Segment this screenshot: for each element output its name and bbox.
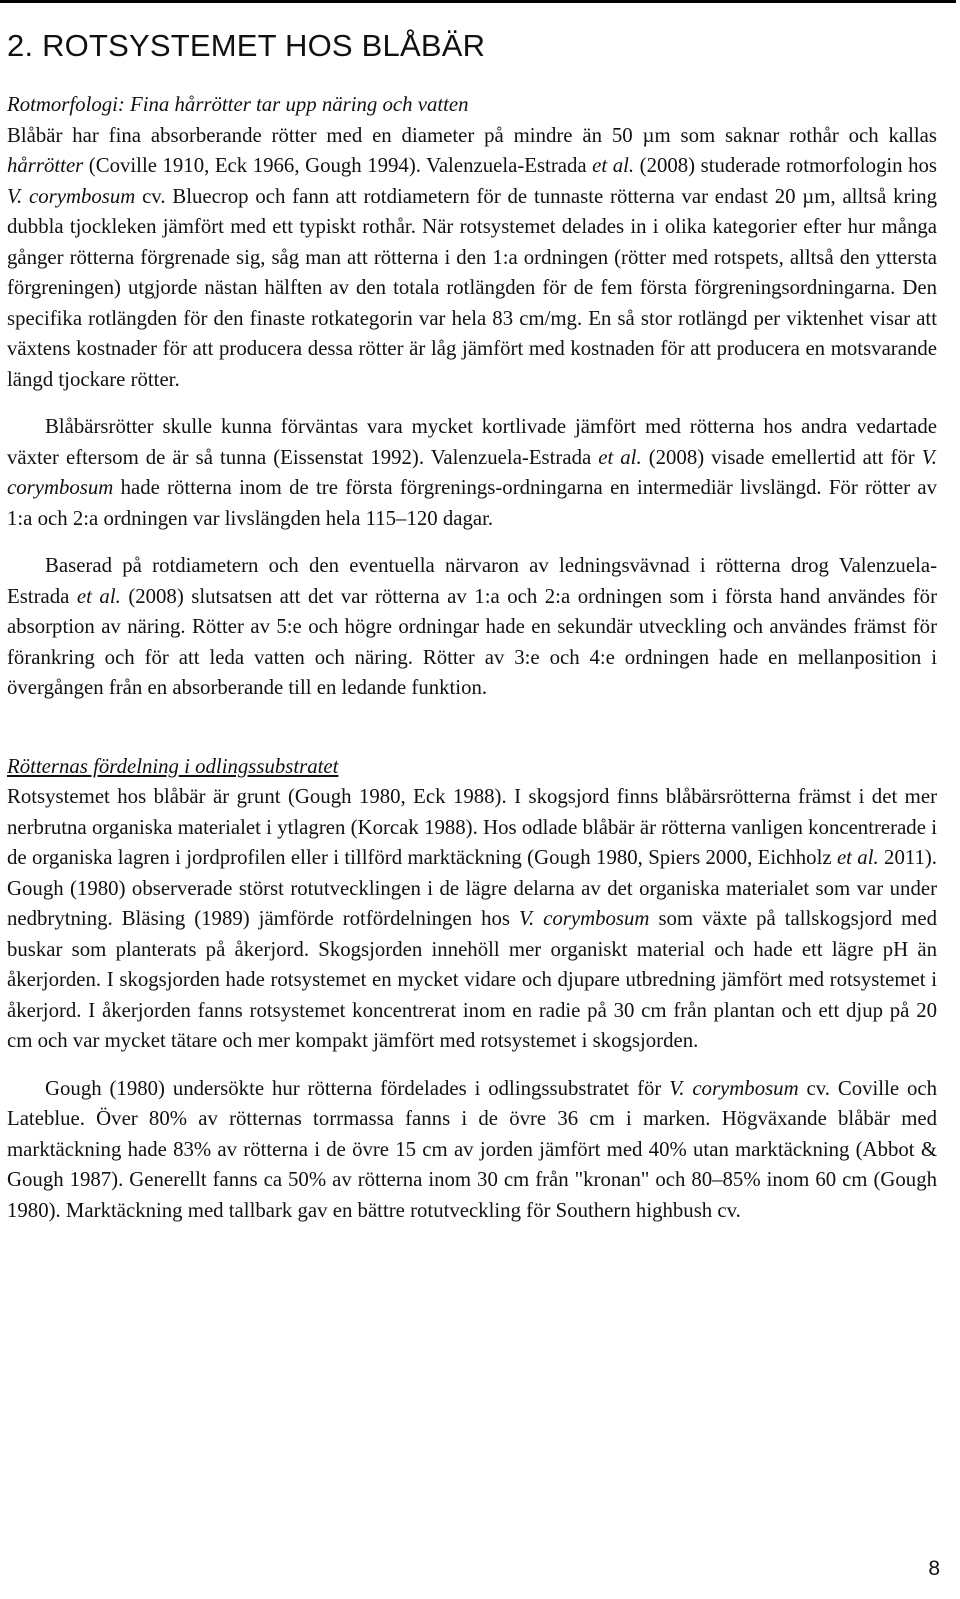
text-run: (2008) slutsatsen att det var rötterna av 1:a och 2:a ordningen som i första hand användes för absorption av näring. Rötter av 5:e och högre ordningar hade en sekundär utveckling och användes främst för förankring och för att leda vatten och näring. Rötter av 3:e och 4:e ordningen hade en mellanposition i övergången från en absorberande till en ledande funktion. xyxy=(7,584,938,699)
paragraph-fordelning-2 xyxy=(7,1074,937,1227)
paragraph-fordelning-1 xyxy=(7,782,937,1057)
section-spacer xyxy=(7,704,937,752)
top-rule xyxy=(0,0,956,3)
paragraph-rotmorfologi-2 xyxy=(7,412,937,534)
text-run: (2008) studerade rotmorfologin hos xyxy=(634,154,937,177)
italic-term: et al. xyxy=(592,154,635,177)
text-run: som växte på tallskogsjord med buskar som planterats på åkerjord. Skogsjorden innehöll mer organiskt material och hade ett lägre pH än åkerjorden. I skogsjorden hade rotsystemet en mycket vidare och djupare utbredning jämfört med rotsystemet i åkerjord. I åkerjorden fanns rotsystemet koncentrerat inom en radie på 30 cm från plantan och ett djup på 20 cm och var mycket tätare och mer kompakt jämfört med rotsystemet i skogsjorden. xyxy=(7,907,937,1052)
italic-term: et al. xyxy=(76,584,121,608)
text-run: hade rötterna inom de tre första förgrenings-ordningarna en intermediär livslängd. För rötter av 1:a och 2:a ordningen var livslängden hela 115–120 dagar. xyxy=(7,476,937,530)
document-body xyxy=(7,90,937,1226)
text-run: Blåbärsrötter skulle kunna förväntas vara mycket kortlivade jämfört med rötterna hos andra vedartade växter eftersom de är så tunna (Eissenstat 1992). Valenzuela-Estrada xyxy=(7,415,937,469)
text-run: (Coville 1910, Eck 1966, Gough 1994). Valenzuela-Estrada xyxy=(83,154,593,177)
species-name: V. corymbosum xyxy=(7,184,136,208)
species-name: V. corymbosum xyxy=(669,1076,799,1100)
paragraph-rotmorfologi-1 xyxy=(7,121,937,396)
paragraph-spacer xyxy=(7,395,937,412)
paragraph-rotmorfologi-3 xyxy=(7,551,937,704)
text-run: cv. Coville och Lateblue. Över 80% av rötternas torrmassa fanns i de övre 36 cm i marken. Högväxande blåbär med marktäckning hade 83% av rötterna i de övre 15 cm av jorden jämfört med 40% utan marktäckning (Abbot & Gough 1987). Generellt fanns ca 50% av rötterna inom 30 cm från "kronan" och 80–85% inom 60 cm (Gough 1980). Marktäckning med tallbark gav en bättre rotutveckling för Southern highbush cv. xyxy=(7,1076,937,1222)
italic-term: et al. xyxy=(598,445,642,469)
text-run: Baserad på rotdiametern och den eventuella närvaron av ledningsvävnad i rötterna drog Valenzuela-Estrada xyxy=(7,554,937,608)
italic-term: hårrötter xyxy=(7,154,84,177)
page-number: 8 xyxy=(928,1557,940,1580)
text-run: (2008) visade emellertid att för xyxy=(641,445,922,469)
chapter-title: 2. ROTSYSTEMET HOS BLÅBÄR xyxy=(7,28,486,63)
paragraph-spacer xyxy=(7,534,937,551)
species-name: V. corymbosum xyxy=(7,445,937,499)
text-run: 2011). Gough (1980) observerade störst rotutvecklingen i de lägre delarna av det organiska materialet som var under nedbrytning. Bläsing (1989) jämförde rotfördelningen hos xyxy=(7,846,938,930)
species-name: V. corymbosum xyxy=(518,907,650,930)
section-heading-rotternas-fordelning: Rötternas fördelning i odlingssubstratet xyxy=(7,754,339,778)
text-run: Gough (1980) undersökte hur rötterna fördelades i odlingssubstratet för xyxy=(45,1076,670,1100)
text-run: cv. Bluecrop och fann att rotdiametern för de tunnaste rötterna var endast 20 µm, alltså kring dubbla tjockleken jämfört med ett typiskt rothår. När rotsystemet delades in i olika kategorier efter hur många gånger rötterna förgrenade sig, såg man att rötterna i den 1:a ordningen (rötter med rotspets, alltså den yttersta förgreningen) utgjorde nästan hälften av den totala rotlängden för de fem första förgreningsordningarna. Den specifika rotlängden för den finaste rotkategorin var hela 83 cm/mg. En så stor rotlängd per viktenhet visar att växtens kostnader för att producera dessa rötter är låg jämfört med kostnaden för att producera en motsvarande längd tjockare rötter. xyxy=(7,184,938,391)
text-run: Blåbär har fina absorberande rötter med en diameter på mindre än 50 µm som saknar rothår och kallas xyxy=(7,123,937,147)
text-run: Rotsystemet hos blåbär är grunt (Gough 1980, Eck 1988). I skogsjord finns blåbärsrötterna främst i det mer nerbrutna organiska materialet i ytlagren (Korcak 1988). Hos odlade blåbär är rötterna vanligen koncentrerade i de organiska lagren i jordprofilen eller i tillförd marktäckning (Gough 1980, Spiers 2000, Eichholz xyxy=(7,785,937,869)
italic-term: et al. xyxy=(836,846,879,869)
paragraph-spacer xyxy=(7,1057,937,1074)
section-heading-rotmorfologi: Rotmorfologi: Fina hårrötter tar upp näring och vatten xyxy=(7,93,469,116)
